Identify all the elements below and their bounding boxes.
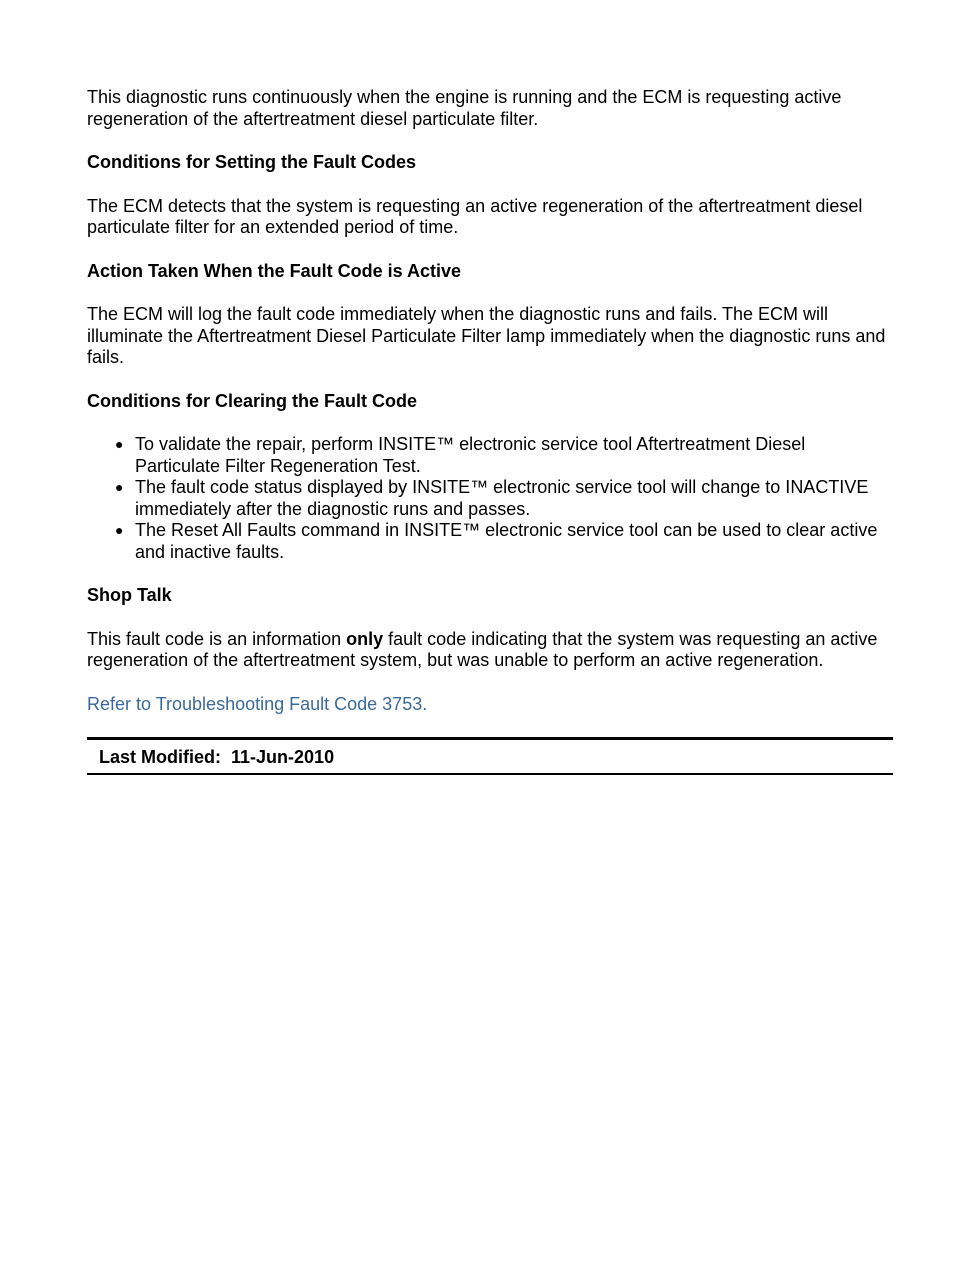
list-item-text: The fault code status displayed by INSITE™ electronic service tool will change to INACTIVE immediately after the diagnostic runs and passes. — [135, 477, 869, 519]
intro-paragraph: This diagnostic runs continuously when the engine is running and the ECM is requesting active regeneration of the aftertreatment diesel particulate filter. — [87, 87, 842, 129]
shop-talk-paragraph — [87, 629, 893, 672]
reference-paragraph — [87, 694, 893, 716]
clearing-list — [87, 434, 893, 563]
last-modified-footer — [87, 737, 893, 775]
clearing-heading: Conditions for Clearing the Fault Code — [87, 390, 417, 411]
bullet-icon: ● — [115, 522, 124, 538]
action-heading: Action Taken When the Fault Code is Active — [87, 260, 462, 281]
last-modified-date: 11-Jun-2010 — [231, 747, 335, 767]
action-paragraph: The ECM will log the fault code immediately when the diagnostic runs and fails. The ECM will illuminate the Aftertreatment Diesel Particulate Filter lamp immediately when the diagnostic runs and fails. — [87, 304, 886, 367]
bullet-icon: ● — [115, 436, 124, 452]
shop-talk-heading: Shop Talk — [87, 585, 172, 605]
list-item — [87, 477, 893, 520]
list-item-text: The Reset All Faults command in INSITE™ electronic service tool can be used to clear active and inactive faults. — [135, 520, 878, 562]
list-item — [87, 434, 893, 477]
shop-talk-text-after: fault code indicating that the system was requesting an active regeneration of the aftertreatment system, but was unable to perform an active regeneration. — [87, 628, 878, 670]
shop-talk-emphasis: only — [346, 628, 384, 649]
setting-heading: Conditions for Setting the Fault Codes — [87, 152, 416, 172]
setting-paragraph: The ECM detects that the system is requesting an active regeneration of the aftertreatment diesel particulate filter for an extended period of time. — [87, 195, 863, 237]
document-page — [87, 87, 893, 775]
bullet-icon: ● — [115, 479, 124, 495]
shop-talk-text-before: This fault code is an information — [87, 628, 347, 649]
reference-link[interactable]: Refer to Troubleshooting Fault Code 3753. — [87, 693, 428, 714]
list-item — [87, 520, 893, 563]
list-item-text: To validate the repair, perform INSITE™ electronic service tool Aftertreatment Diesel Particulate Filter Regeneration Test. — [135, 434, 806, 476]
last-modified-label: Last Modified: — [99, 747, 221, 767]
